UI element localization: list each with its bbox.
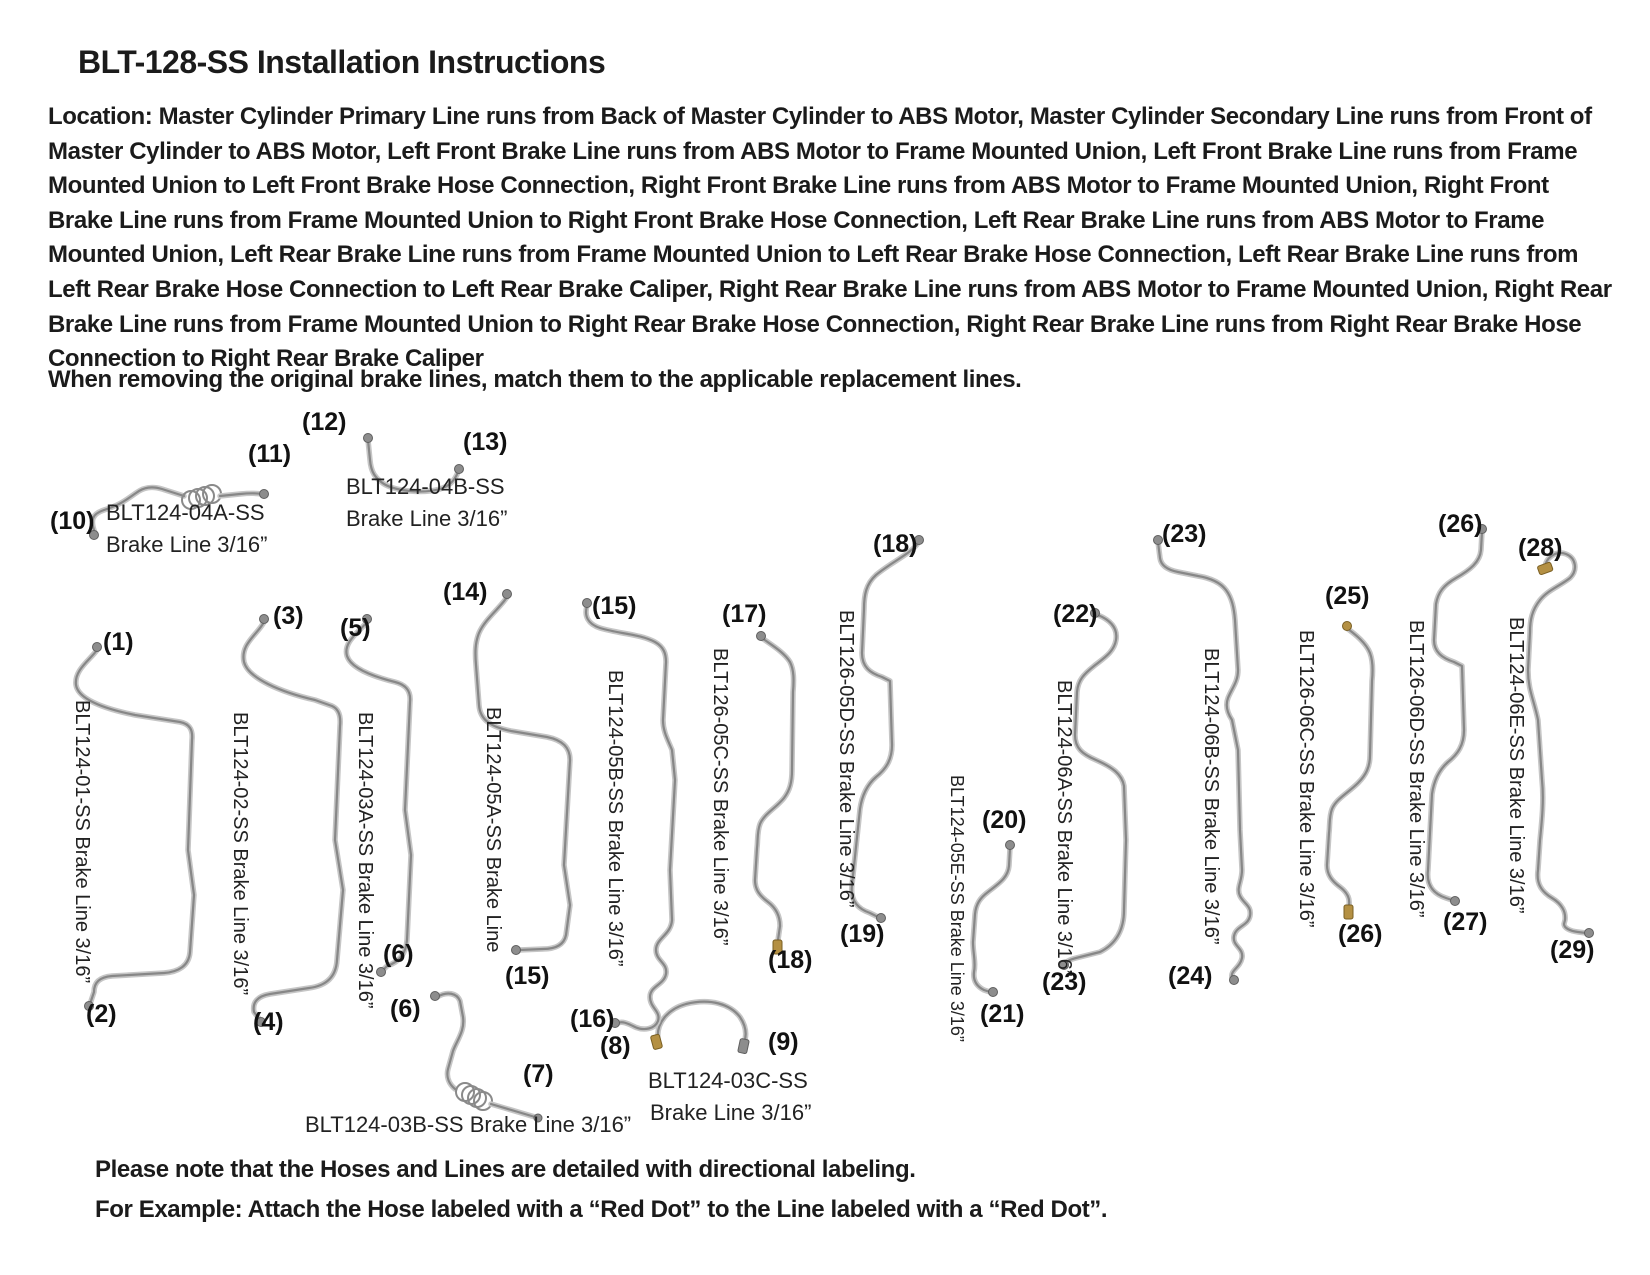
callout-3: (3) <box>273 602 304 630</box>
callout-28: (28) <box>1518 534 1563 562</box>
callout-7: (7) <box>523 1060 554 1088</box>
part-label-06c: BLT126-06C-SS Brake Line 3/16” <box>1295 630 1317 928</box>
callout-8: (8) <box>600 1032 631 1060</box>
part-label-04a: BLT124-04A-SS <box>106 500 265 525</box>
part-label-05c: BLT126-05C-SS Brake Line 3/16” <box>709 648 731 946</box>
part-desc-04a: Brake Line 3/16” <box>106 532 268 557</box>
part-label-03a: BLT124-03A-SS Brake Line 3/16” <box>354 712 376 1009</box>
callout-6a: (6) <box>383 940 414 968</box>
callout-14: (14) <box>443 578 488 606</box>
note-red-dot-example: For Example: Attach the Hose labeled with a “Red Dot” to the Line labeled with a “Red Dot”. <box>95 1196 1108 1223</box>
callout-18a: (18) <box>873 530 918 558</box>
callout-26b: (26) <box>1338 920 1383 948</box>
part-label-03b: BLT124-03B-SS Brake Line 3/16” <box>305 1112 632 1137</box>
part-label-05a: BLT124-05A-SS Brake Line <box>482 707 504 953</box>
part-label-04b: BLT124-04B-SS <box>346 474 505 499</box>
part-label-06d: BLT126-06D-SS Brake Line 3/16” <box>1405 620 1427 918</box>
brake-line-06a-drawing <box>1020 600 1140 990</box>
callout-6b: (6) <box>390 995 421 1023</box>
callout-2: (2) <box>86 1000 117 1028</box>
callout-23a: (23) <box>1162 520 1207 548</box>
part-label-06a: BLT124-06A-SS Brake Line 3/16” <box>1053 680 1075 977</box>
part-label-02: BLT124-02-SS Brake Line 3/16” <box>229 712 251 996</box>
callout-17: (17) <box>722 600 767 628</box>
location-paragraph: Location: Master Cylinder Primary Line runs from Back of Master Cylinder to ABS Motor, Master Cylinder Secondary Line runs from Front of Master Cylinder to ABS Motor, Left Front Brake Line runs from ABS Motor to Frame Mounted Union, Left Front Brake Line runs from Frame Mounted Union to Left Front Brake Hose Connection, Right Front Brake Line runs from ABS Motor to Frame Mounted Union, Right Front Brake Line runs from Frame Mounted Union to Right Front Brake Hose Connection, Left Rear Brake Line runs from ABS Motor to Frame Mounted Union, Left Rear Brake Line runs from Frame Mounted Union to Left Rear Brake Hose Connection, Left Rear Brake Line runs from Left Rear Brake Hose Connection to Left Rear Brake Caliper, Right Rear Brake Line runs from ABS Motor to Frame Mounted Union, Right Rear Brake Line runs from Frame Mounted Union to Right Rear Brake Hose Connection, Right Rear Brake Line runs from Right Rear Brake Hose Connection to Right Rear Brake Caliper <box>48 103 1612 373</box>
callout-18b: (18) <box>768 946 813 974</box>
part-label-06b: BLT124-06B-SS Brake Line 3/16” <box>1200 648 1222 945</box>
callout-23b: (23) <box>1042 968 1087 996</box>
callout-26a: (26) <box>1438 510 1483 538</box>
callout-24: (24) <box>1168 962 1213 990</box>
callout-15a: (15) <box>505 962 550 990</box>
callout-1: (1) <box>103 628 134 656</box>
part-desc-03c: Brake Line 3/16” <box>650 1100 812 1125</box>
part-label-05b: BLT124-05B-SS Brake Line 3/16” <box>604 670 626 967</box>
callout-20: (20) <box>982 806 1027 834</box>
callout-12: (12) <box>302 408 347 436</box>
note-directional-labeling: Please note that the Hoses and Lines are detailed with directional labeling. <box>95 1156 916 1183</box>
part-label-01: BLT124-01-SS Brake Line 3/16” <box>71 700 93 984</box>
part-label-05e: BLT124-05E-SS Brake Line 3/16” <box>947 775 967 1042</box>
callout-11: (11) <box>248 440 292 468</box>
part-label-03c: BLT124-03C-SS <box>648 1068 808 1093</box>
callout-15b: (15) <box>592 592 637 620</box>
callout-27: (27) <box>1443 908 1488 936</box>
instruction-line: When removing the original brake lines, match them to the applicable replacement lines. <box>48 366 1022 393</box>
callout-29: (29) <box>1550 936 1595 964</box>
page-title: BLT-128-SS Installation Instructions <box>78 44 606 80</box>
callout-4: (4) <box>253 1008 284 1036</box>
part-label-06e: BLT124-06E-SS Brake Line 3/16” <box>1505 617 1527 914</box>
callout-9: (9) <box>768 1028 799 1056</box>
callout-13: (13) <box>463 428 508 456</box>
callout-10: (10) <box>50 507 95 535</box>
brake-line-03a-drawing <box>325 600 435 990</box>
callout-16: (16) <box>570 1005 615 1033</box>
part-desc-04b: Brake Line 3/16” <box>346 506 508 531</box>
callout-22: (22) <box>1053 600 1098 628</box>
brake-line-04b-drawing <box>340 408 480 483</box>
callout-21: (21) <box>980 1000 1025 1028</box>
callout-25: (25) <box>1325 582 1370 610</box>
part-label-05d: BLT126-05D-SS Brake Line 3/16” <box>835 610 857 908</box>
callout-19: (19) <box>840 920 885 948</box>
callout-5: (5) <box>340 614 371 642</box>
